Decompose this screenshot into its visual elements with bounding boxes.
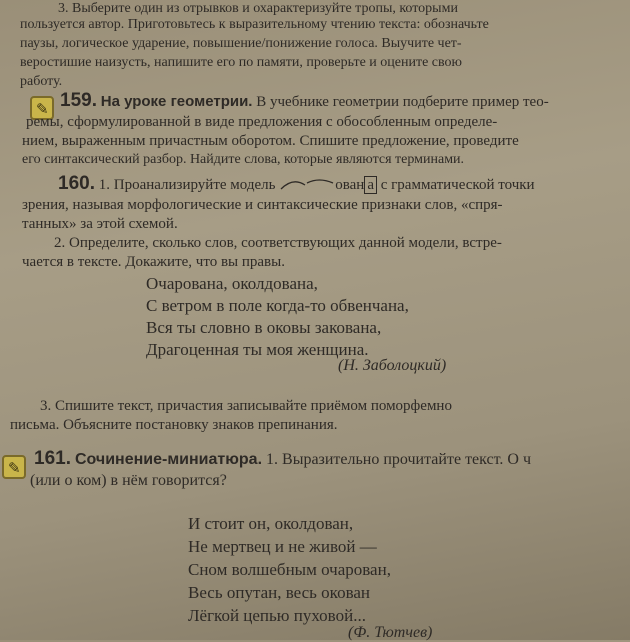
ex160-line1-end: с грамматической точки — [380, 177, 535, 193]
poem-tyutchev — [188, 512, 391, 627]
poem-line: Не мертвец и не живой — — [188, 537, 377, 556]
poem-line: Сном волшебным очарован, — [188, 560, 391, 579]
ex160-line5: чается в тексте. Докажите, что вы правы. — [22, 254, 285, 270]
poem-author: (Ф. Тютчев) — [348, 624, 433, 641]
morpheme-model — [279, 176, 377, 195]
ex159-line2: ремы, сформулированной в виде предложения с обособленным определе- — [26, 114, 498, 130]
ex159-line3: нием, выраженным причастным оборотом. Спишите предложение, проведите — [22, 133, 519, 149]
ex160-line2: зрения, называя морфологические и синтаксические признаки слов, «спря- — [22, 197, 503, 213]
ex159-line4: его синтаксический разбор. Найдите слова, которые являются терминами. — [22, 152, 465, 167]
poem-line: С ветром в поле когда-то обвенчана, — [146, 296, 409, 315]
poem-line: И стоит он, околдован, — [188, 514, 354, 533]
ex160-first-line — [58, 175, 535, 195]
root-arc-icon — [279, 177, 335, 195]
exercise-title: На уроке геометрии. — [100, 93, 253, 110]
ex160-line3: танных» за этой схемой. — [22, 216, 178, 232]
exercise-marker-icon: ✎ — [30, 96, 54, 120]
ex160-line4: 2. Определите, сколько слов, соответствующих данной модели, встре- — [54, 235, 502, 251]
ex161-first-line — [34, 450, 531, 469]
exercise-number: 159. — [60, 90, 97, 111]
ex158-line1: 3. Выберите один из отрывков и охарактеризуйте тропы, которыми — [58, 1, 458, 16]
poem-author: (Н. Заболоцкий) — [338, 357, 447, 374]
poem-line: Лёгкой цепью пуховой... — [188, 606, 366, 625]
ex161-line1: 1. Выразительно прочитайте текст. О ч — [266, 451, 532, 468]
exercise-number: 160. — [58, 173, 95, 194]
model-n: н — [356, 177, 365, 193]
ex159-first-line — [60, 92, 549, 111]
poem-line: Весь опутан, весь окован — [188, 583, 371, 602]
poem-line: Вся ты словно в оковы закована, — [146, 318, 382, 337]
ex160-line7: письма. Объясните постановку знаков препинания. — [10, 417, 338, 433]
exercise-marker-icon: ✎ — [2, 455, 26, 479]
model-suffix: ова — [335, 177, 357, 193]
exercise-title: Сочинение-миниатюра. — [74, 451, 263, 468]
exercise-number: 161. — [34, 448, 71, 469]
poem-zabolotsky — [146, 273, 409, 361]
ex159-line1: В учебнике геометрии подберите пример тео- — [256, 94, 549, 110]
ex158-line3: паузы, логическое ударение, повышение/понижение голоса. Выучите чет- — [20, 36, 462, 51]
poem-line: Драгоценная ты моя женщина. — [146, 340, 369, 359]
ex158-line2: пользуется автор. Приготовьтесь к выразительному чтению текста: обозначьте — [20, 17, 489, 32]
ex158-line4: веростишие наизусть, напишите его по памяти, проверьте и оцените свою — [20, 55, 462, 70]
ex158-line5: работу. — [20, 74, 63, 89]
ex160-line1-start: 1. Проанализируйте модель — [98, 177, 276, 193]
ex160-line6: 3. Спишите текст, причастия записывайте приёмом поморфемно — [40, 398, 452, 414]
ex161-line2: (или о ком) в нём говорится? — [30, 472, 227, 489]
poem-line: Очарована, околдована, — [146, 274, 318, 293]
model-ending: а — [364, 176, 377, 194]
